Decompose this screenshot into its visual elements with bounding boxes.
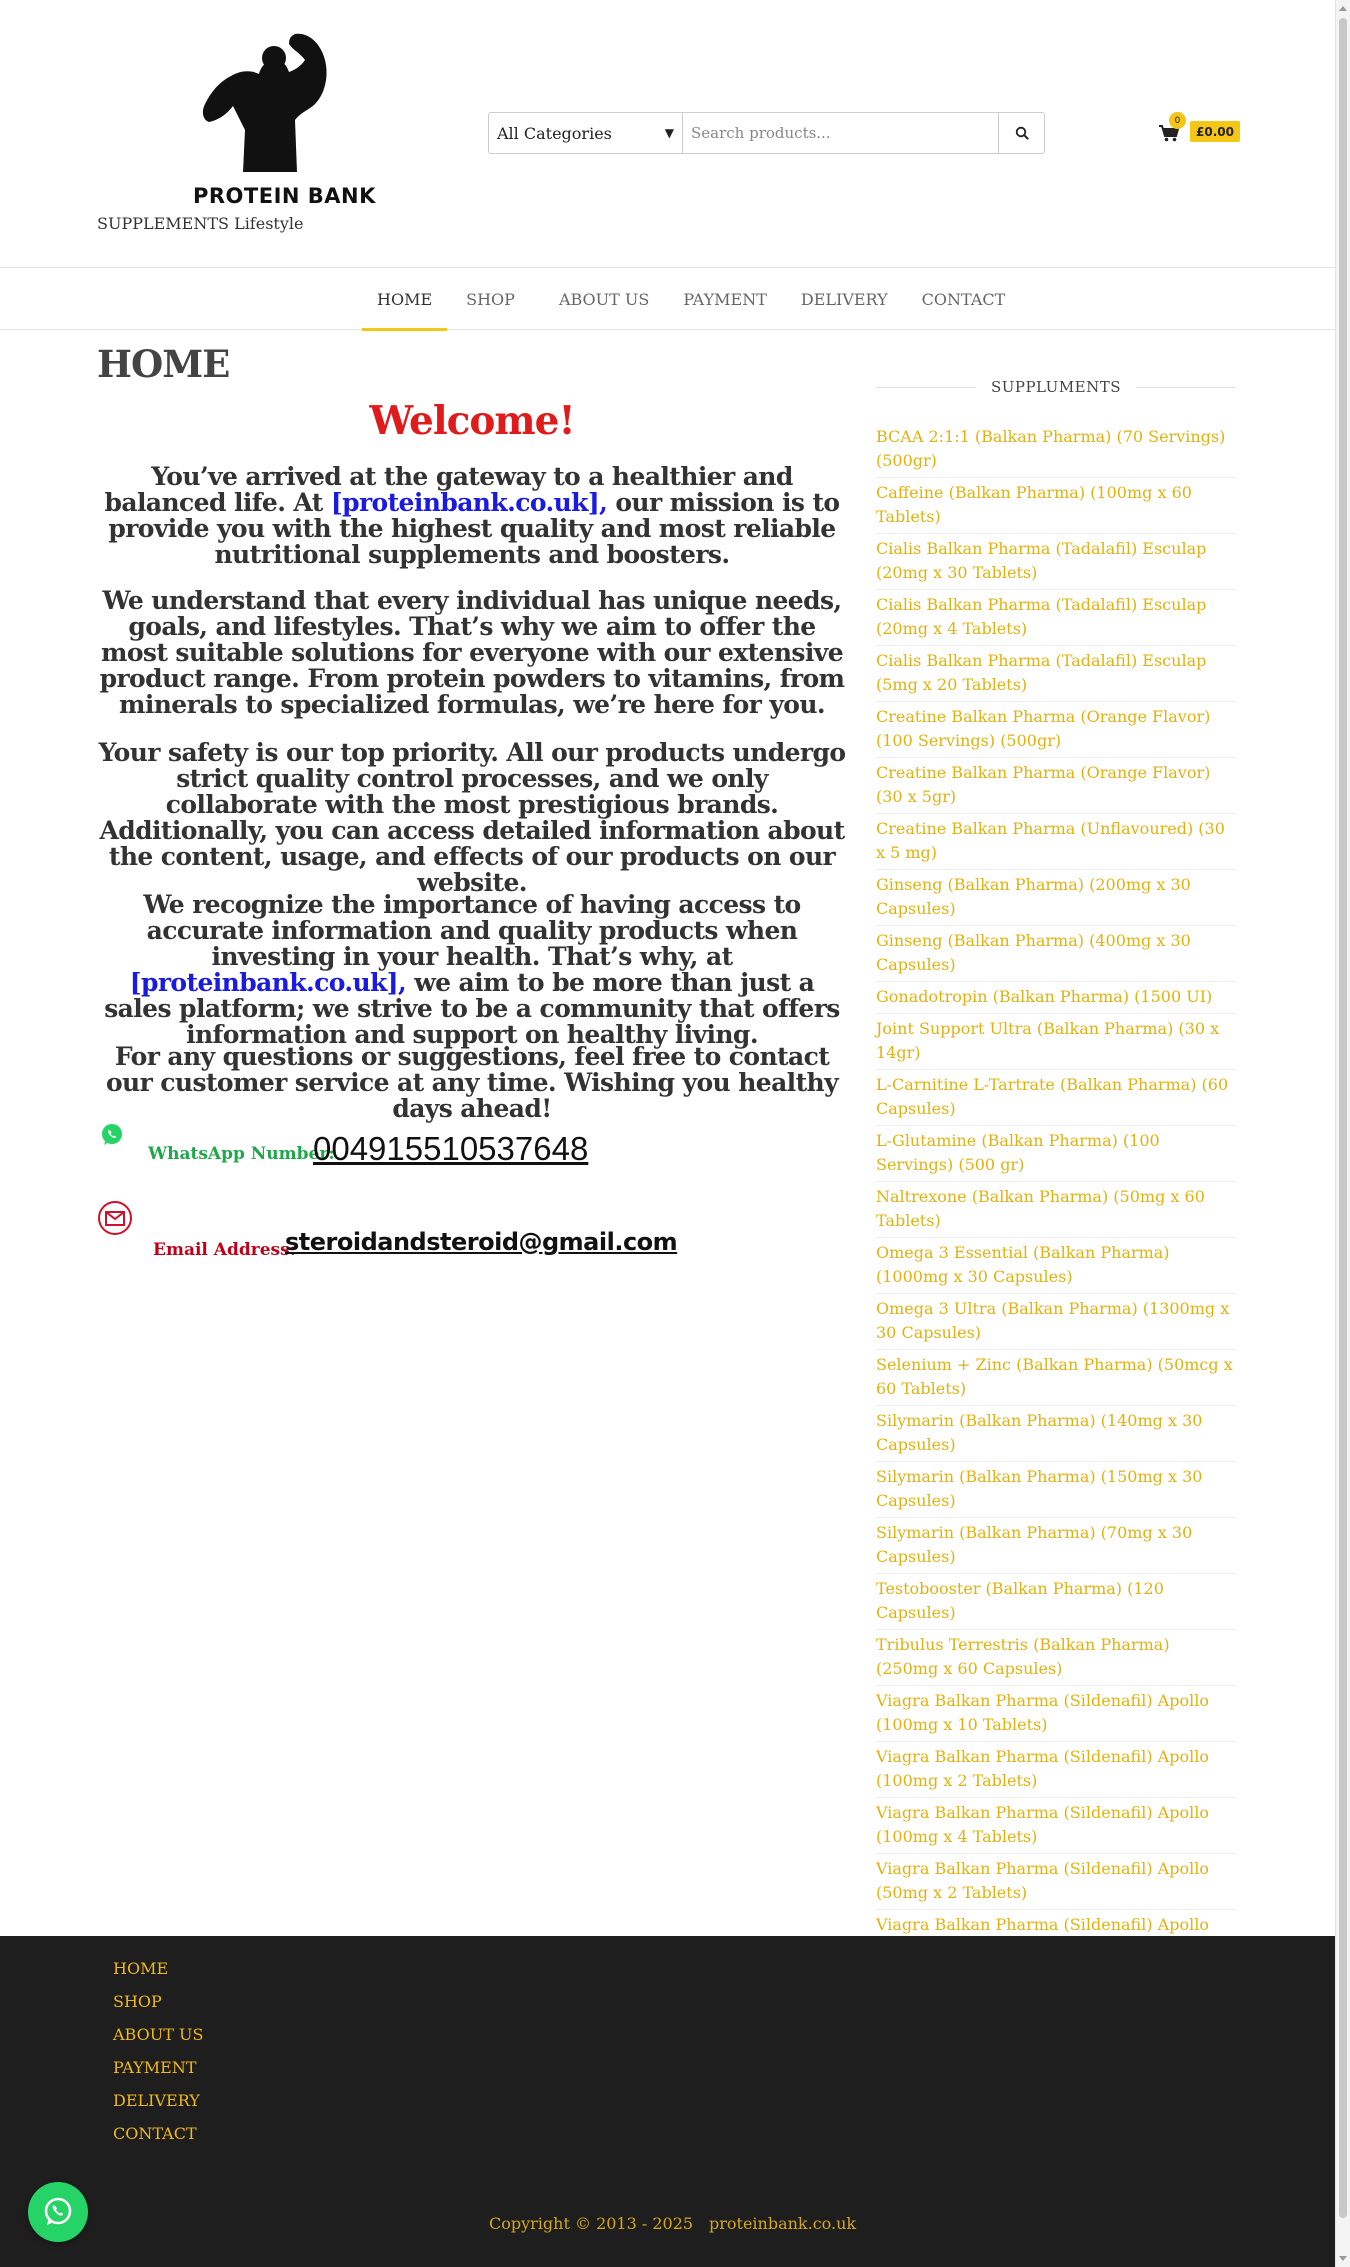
footer-link-payment[interactable]: PAYMENT [113,2058,197,2077]
envelope-icon [97,1200,133,1236]
list-item[interactable]: Viagra Balkan Pharma (Sildenafil) Apollo (100mg x 2 Tablets) [876,1742,1236,1798]
cart-count-badge: 0 [1169,112,1186,129]
whatsapp-chat-button[interactable] [28,2182,88,2242]
list-item[interactable]: L-Carnitine L-Tartrate (Balkan Pharma) (60 Capsules) [876,1070,1236,1126]
list-item[interactable]: Cialis Balkan Pharma (Tadalafil) Esculap (20mg x 4 Tablets) [876,590,1236,646]
mini-cart[interactable] [1158,112,1238,148]
intro-text-start: You’ve arrived at the gateway to a healthier and balanced life. At [104,462,793,517]
nav-item-home[interactable]: HOME [362,268,447,330]
list-item[interactable]: Gonadotropin (Balkan Pharma) (1500 UI) [876,982,1236,1014]
scroll-up-arrow-icon[interactable] [1339,6,1347,11]
intro-paragraph [97,464,847,568]
list-item[interactable]: Naltrexone (Balkan Pharma) (50mg x 60 Tablets) [876,1182,1236,1238]
nav-item-contact[interactable]: CONTACT [921,289,1006,309]
supplement-list [876,422,1236,1966]
footer-menu [113,1954,203,2152]
list-item[interactable]: Creatine Balkan Pharma (Orange Flavor) (30 x 5gr) [876,758,1236,814]
footer-link-delivery[interactable]: DELIVERY [113,2091,200,2110]
search-input[interactable]: Search products... [683,113,999,153]
nav-item-payment[interactable]: PAYMENT [683,289,767,309]
list-item[interactable]: Omega 3 Ultra (Balkan Pharma) (1300mg x 30 Capsules) [876,1294,1236,1350]
welcome-heading: Welcome! [369,398,575,444]
footer-site-link[interactable]: proteinbank.co.uk [709,2214,857,2233]
list-item[interactable]: Testobooster (Balkan Pharma) (120 Capsules) [876,1574,1236,1630]
brand-logo[interactable] [97,26,377,236]
site-tagline: SUPPLEMENTS Lifestyle [97,214,304,233]
site-footer [0,1936,1335,2267]
email-address-link[interactable]: steroidandsteroid@gmail.com [285,1228,678,1256]
list-item[interactable]: BCAA 2:1:1 (Balkan Pharma) (70 Servings) (500gr) [876,422,1236,478]
intro-text-end: our mission is to provide you with the highest quality and most reliable nutritional supplements and boosters. [108,488,840,569]
needs-paragraph: We understand that every individual has unique needs, goals, and lifestyles. That’s why we aim to offer the most suitable solutions for everyone with our extensive product range. From protein powders to vitamins, from minerals to specialized formulas, we’re here for you. [99,586,845,719]
list-item[interactable]: Viagra Balkan Pharma (Sildenafil) Apollo (100mg x 4 Tablets) [876,1798,1236,1854]
list-item[interactable]: Silymarin (Balkan Pharma) (150mg x 30 Capsules) [876,1462,1236,1518]
site-header [0,0,1335,268]
page-scrollbar[interactable] [1335,0,1350,2267]
main-navigation [0,268,1335,330]
list-item[interactable]: Silymarin (Balkan Pharma) (70mg x 30 Capsules) [876,1518,1236,1574]
safety-paragraph: Your safety is our top priority. All our products undergo strict quality control processes, and we only collaborate with the most prestigious brands. Additionally, you can access detailed information about the content, usage, and effects of our products on our website. [98,738,846,897]
list-item[interactable]: Creatine Balkan Pharma (Unflavoured) (30 x 5 mg) [876,814,1236,870]
list-item[interactable]: Viagra Balkan Pharma (Sildenafil) Apollo (100mg x 10 Tablets) [876,1686,1236,1742]
site-link[interactable]: [proteinbank.co.uk], [129,968,407,997]
sidebar-supplements [876,378,1236,1966]
logo-name: PROTEIN BANK [193,184,376,208]
page-title: HOME [97,342,230,386]
email-label: Email Address: [153,1240,296,1260]
sidebar-title: SUPPLUMENTS [876,378,1236,396]
list-item[interactable]: L-Glutamine (Balkan Pharma) (100 Servings) (500 gr) [876,1126,1236,1182]
contact-paragraph: For any questions or suggestions, feel free to contact our customer service at any time. Wishing you healthy days ahead! [105,1042,839,1123]
scroll-down-arrow-icon[interactable] [1339,2256,1347,2261]
whatsapp-icon [100,1123,124,1147]
whatsapp-number-link[interactable]: 004915510537648 [313,1130,589,1167]
list-item[interactable]: Ginseng (Balkan Pharma) (400mg x 30 Capsules) [876,926,1236,982]
whatsapp-chat-icon [41,2195,75,2229]
list-item[interactable]: Creatine Balkan Pharma (Orange Flavor) (100 Servings) (500gr) [876,702,1236,758]
list-item[interactable]: Viagra Balkan Pharma (Sildenafil) Apollo [876,1910,1236,1966]
category-select-value: All Categories [497,123,612,143]
cart-total: £0.00 [1190,121,1240,142]
nav-item-delivery[interactable]: DELIVERY [800,289,888,309]
list-item[interactable]: Viagra Balkan Pharma (Sildenafil) Apollo (50mg x 2 Tablets) [876,1854,1236,1910]
list-item[interactable]: Cialis Balkan Pharma (Tadalafil) Esculap (20mg x 30 Tablets) [876,534,1236,590]
list-item[interactable]: Silymarin (Balkan Pharma) (140mg x 30 Capsules) [876,1406,1236,1462]
whatsapp-label: WhatsApp Number: [148,1144,335,1164]
email-contact [97,1200,847,1270]
category-select[interactable] [489,113,683,153]
list-item[interactable]: Tribulus Terrestris (Balkan Pharma) (250mg x 60 Capsules) [876,1630,1236,1686]
list-item[interactable]: Cialis Balkan Pharma (Tadalafil) Esculap (5mg x 20 Tablets) [876,646,1236,702]
bodybuilder-logo-icon [197,30,337,180]
scrollbar-thumb[interactable] [1339,18,1347,2218]
list-item[interactable]: Omega 3 Essential (Balkan Pharma) (1000mg x 30 Capsules) [876,1238,1236,1294]
list-item[interactable]: Ginseng (Balkan Pharma) (200mg x 30 Capsules) [876,870,1236,926]
site-link[interactable]: [proteinbank.co.uk], [330,488,608,517]
footer-link-shop[interactable]: SHOP [113,1992,162,2011]
list-item[interactable]: Joint Support Ultra (Balkan Pharma) (30 x 14gr) [876,1014,1236,1070]
footer-link-contact[interactable]: CONTACT [113,2124,197,2143]
chevron-down-icon: ▼ [664,126,674,140]
whatsapp-contact [97,1120,847,1180]
community-text-end: we aim to be more than just a sales platform; we strive to be a community that offers information and support on healthy living. [104,968,840,1049]
product-search [488,112,1045,154]
nav-item-shop[interactable]: SHOP [466,289,515,309]
search-icon [1015,126,1029,140]
list-item[interactable]: Selenium + Zinc (Balkan Pharma) (50mcg x 60 Tablets) [876,1350,1236,1406]
community-paragraph [97,892,847,1048]
footer-link-about-us[interactable]: ABOUT US [113,2025,204,2044]
footer-link-home[interactable]: HOME [113,1959,169,1978]
community-text-start: We recognize the importance of having access to accurate information and quality products when investing in your health. That’s why, at [143,890,801,971]
copyright-text: Copyright © 2013 - 2025 [489,2214,694,2233]
nav-item-about-us[interactable]: ABOUT US [558,289,650,309]
list-item[interactable]: Caffeine (Balkan Pharma) (100mg x 60 Tablets) [876,478,1236,534]
search-button[interactable] [999,113,1044,153]
